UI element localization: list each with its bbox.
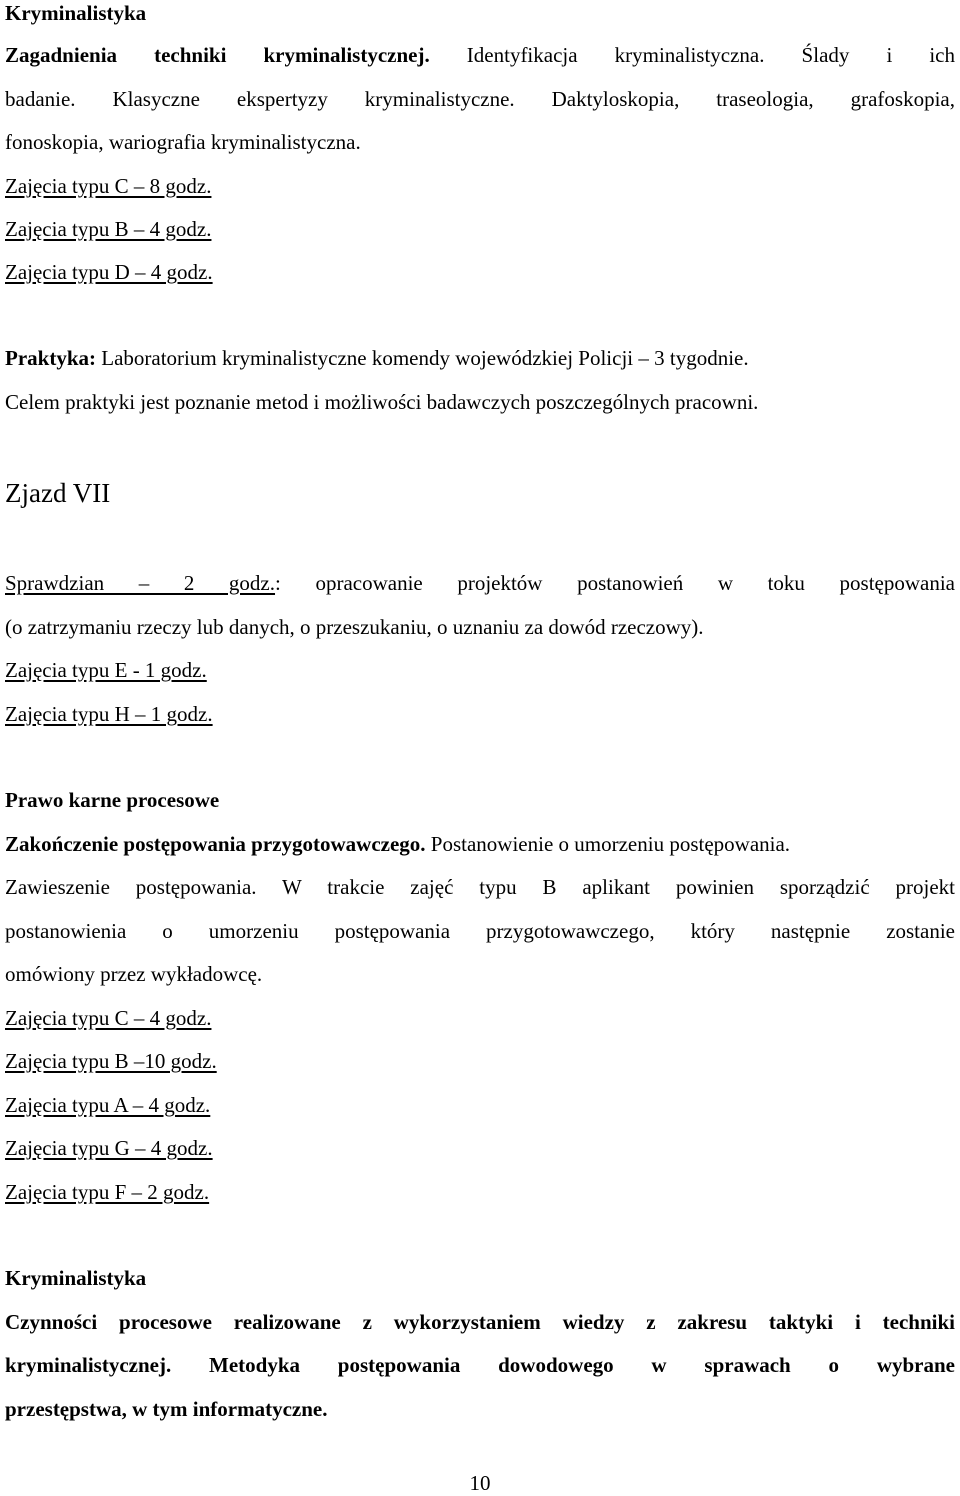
test-text: : opracowanie projektów postanowień w toku postępowania: [275, 571, 955, 595]
class-hours: Zajęcia typu F – 2 godz.: [5, 1180, 210, 1204]
topic-line: badanie. Klasyczne ekspertyzy kryminalistyczne. Daktyloskopia, traseologia, grafoskopia,: [5, 87, 955, 111]
class-hours: Zajęcia typu B –10 godz.: [5, 1049, 217, 1073]
practice-line: [5, 345, 955, 371]
test-line: [5, 570, 955, 596]
class-hours: Zajęcia typu H – 1 godz.: [5, 702, 213, 726]
topic-line: Zawieszenie postępowania. W trakcie zajęć typu B aplikant powinien sporządzić projekt: [5, 875, 955, 899]
practice-text: Laboratorium kryminalistyczne komendy wojewódzkiej Policji – 3 tygodnie.: [96, 346, 749, 370]
topic-text: Postanowienie o umorzeniu postępowania.: [425, 832, 791, 856]
topic-bold: Zagadnienia techniki kryminalistycznej.: [5, 43, 430, 67]
zjazd-heading: Zjazd VII: [5, 478, 111, 508]
topic-line: [5, 42, 955, 68]
topic-line: omówiony przez wykładowcę.: [5, 962, 263, 986]
class-hours: Zajęcia typu C – 4 godz.: [5, 1006, 212, 1030]
test-line: (o zatrzymaniu rzeczy lub danych, o przeszukaniu, o uznaniu za dowód rzeczowy).: [5, 615, 704, 639]
class-hours: Zajęcia typu D – 4 godz.: [5, 260, 213, 284]
section-title: Kryminalistyka: [5, 1, 147, 25]
test-label: Sprawdzian – 2 godz.: [5, 571, 276, 595]
class-hours: Zajęcia typu E - 1 godz.: [5, 658, 207, 682]
class-hours: Zajęcia typu A – 4 godz.: [5, 1093, 211, 1117]
topic-line: kryminalistycznej. Metodyka postępowania dowodowego w sprawach o wybrane: [5, 1353, 955, 1377]
topic-line: [5, 831, 955, 857]
practice-line: Celem praktyki jest poznanie metod i możliwości badawczych poszczególnych pracowni.: [5, 390, 759, 414]
topic-line: przestępstwa, w tym informatyczne.: [5, 1397, 328, 1421]
topic-line: Czynności procesowe realizowane z wykorzystaniem wiedzy z zakresu taktyki i techniki: [5, 1310, 955, 1334]
section-title: Kryminalistyka: [5, 1266, 147, 1290]
section-title: Prawo karne procesowe: [5, 788, 220, 812]
practice-label: Praktyka:: [5, 346, 96, 370]
topic-bold: Zakończenie postępowania przygotowawczego.: [5, 832, 426, 856]
topic-line: fonoskopia, wariografia kryminalistyczna.: [5, 130, 361, 154]
class-hours: Zajęcia typu C – 8 godz.: [5, 174, 212, 198]
page-number: 10: [469, 1471, 491, 1495]
class-hours: Zajęcia typu B – 4 godz.: [5, 217, 212, 241]
class-hours: Zajęcia typu G – 4 godz.: [5, 1136, 213, 1160]
topic-line: postanowienia o umorzeniu postępowania przygotowawczego, który następnie zostanie: [5, 919, 955, 943]
topic-text: Identyfikacja kryminalistyczna. Ślady i ich: [429, 43, 956, 67]
